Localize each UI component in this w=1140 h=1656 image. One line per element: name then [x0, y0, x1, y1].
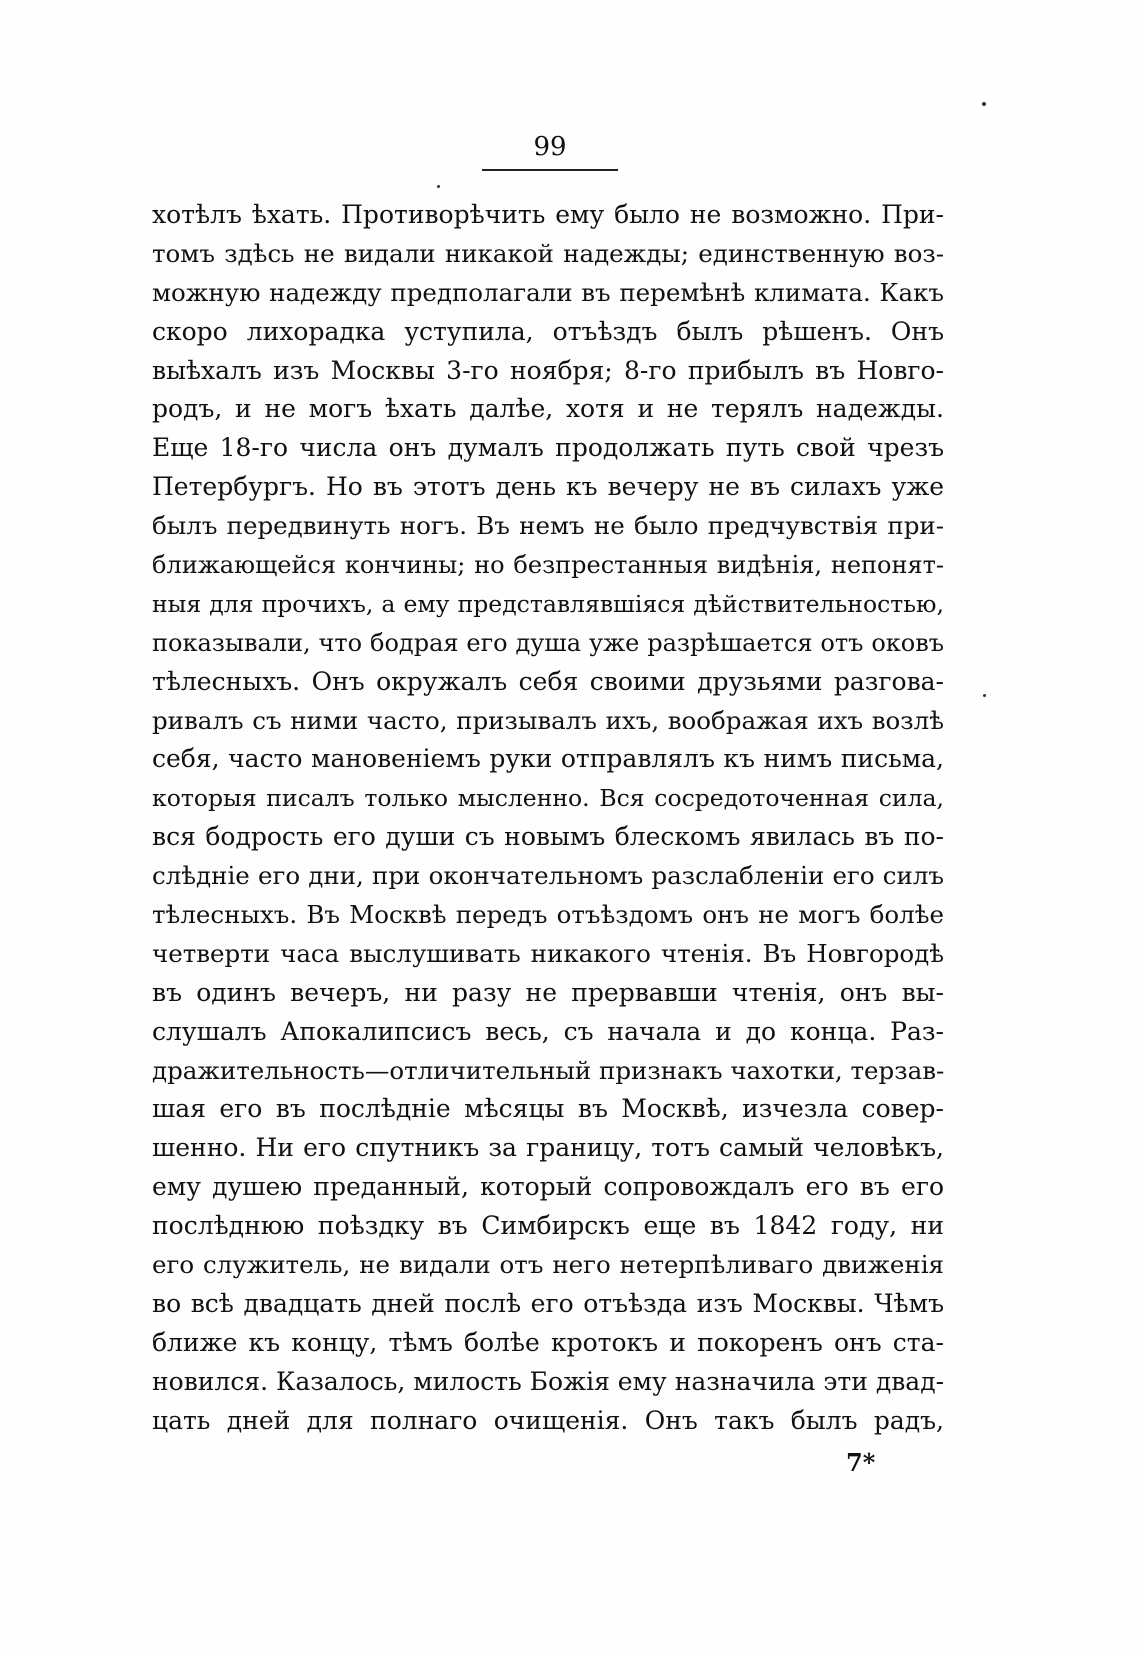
signature-mark: 7* — [846, 1448, 876, 1477]
text-line: показывали, что бодрая его душа уже разрѣшается отъ оковъ — [152, 628, 944, 657]
text-line: въ одинъ вечеръ, ни разу не прервавши чтенія, онъ вы- — [152, 977, 944, 1007]
text-line: ныя для прочихъ, а ему представлявшіяся дѣйствительностью, — [152, 589, 944, 618]
text-line: скоро лихорадка уступила, отъѣздъ былъ рѣшенъ. Онъ — [152, 316, 944, 346]
text-line: ближе къ концу, тѣмъ болѣе кротокъ и покоренъ онъ ста- — [152, 1327, 944, 1357]
text-line: во всѣ двадцать дней послѣ его отъѣзда изъ Москвы. Чѣмъ — [152, 1288, 944, 1318]
header-rule — [482, 169, 618, 171]
text-line: его служитель, не видали отъ него нетерпѣливаго движенія — [152, 1250, 944, 1280]
text-line: выѣхалъ изъ Москвы 3-го ноября; 8-го прибылъ въ Новго- — [152, 355, 944, 385]
text-line: тѣлесныхъ. Онъ окружалъ себя своими друзьями разгова- — [152, 666, 944, 696]
text-line: можную надежду предполагали въ перемѣнѣ климата. Какъ — [152, 277, 944, 307]
text-line: дражительность—отличительный признакъ чахотки, терзав- — [152, 1055, 944, 1085]
text-line: четверти часа выслушивать никакого чтенія. Въ Новгородѣ — [152, 938, 944, 968]
text-line: ривалъ съ ними часто, призывалъ ихъ, воображая ихъ возлѣ — [152, 705, 944, 735]
text-line: томъ здѣсь не видали никакой надежды; единственную воз- — [152, 238, 944, 268]
text-line: слушалъ Апокалипсисъ весь, съ начала и до конца. Раз- — [152, 1016, 944, 1046]
text-line: послѣднюю поѣздку въ Симбирскъ еще въ 1842 году, ни — [152, 1211, 944, 1241]
paper-speck — [983, 694, 986, 697]
body-text — [152, 196, 944, 1441]
text-line: шая его въ послѣдніе мѣсяцы въ Москвѣ, изчезла совер- — [152, 1094, 944, 1124]
text-line: новился. Казалось, милость Божія ему назначила эти двад- — [152, 1366, 944, 1396]
text-line: цать дней для полнаго очищенія. Онъ такъ былъ радъ, — [152, 1405, 944, 1435]
text-line: былъ передвинуть ногъ. Въ немъ не было предчувствія при- — [152, 511, 944, 541]
text-line: хотѣлъ ѣхать. Противорѣчить ему было не возможно. При- — [152, 200, 944, 229]
text-line: которыя писалъ только мысленно. Вся сосредоточенная сила, — [152, 784, 944, 813]
page-number: 99 — [533, 132, 567, 162]
text-line: тѣлесныхъ. Въ Москвѣ передъ отъѣздомъ онъ не могъ болѣе — [152, 900, 944, 930]
text-line: Еще 18-го числа онъ думалъ продолжать путь свой чрезъ — [152, 433, 944, 463]
text-line: слѣдніе его дни, при окончательномъ разслабленіи его силъ — [152, 861, 944, 891]
paper-speck — [982, 102, 986, 106]
text-line: вся бодрость его души съ новымъ блескомъ явилась въ по- — [152, 822, 944, 852]
text-line: себя, часто мановеніемъ руки отправлялъ къ нимъ письма, — [152, 744, 944, 774]
text-line: ему душею преданный, который сопровождалъ его въ его — [152, 1172, 944, 1202]
text-line: родъ, и не могъ ѣхать далѣе, хотя и не терялъ надежды. — [152, 394, 944, 424]
text-line: Петербургъ. Но въ этотъ день къ вечеру не въ силахъ уже — [152, 472, 944, 502]
text-line: ближающейся кончины; но безпрестанныя видѣнія, непонят- — [152, 551, 944, 580]
paper-speck — [437, 185, 440, 188]
text-line: шенно. Ни его спутникъ за границу, тотъ самый человѣкъ, — [152, 1133, 944, 1163]
